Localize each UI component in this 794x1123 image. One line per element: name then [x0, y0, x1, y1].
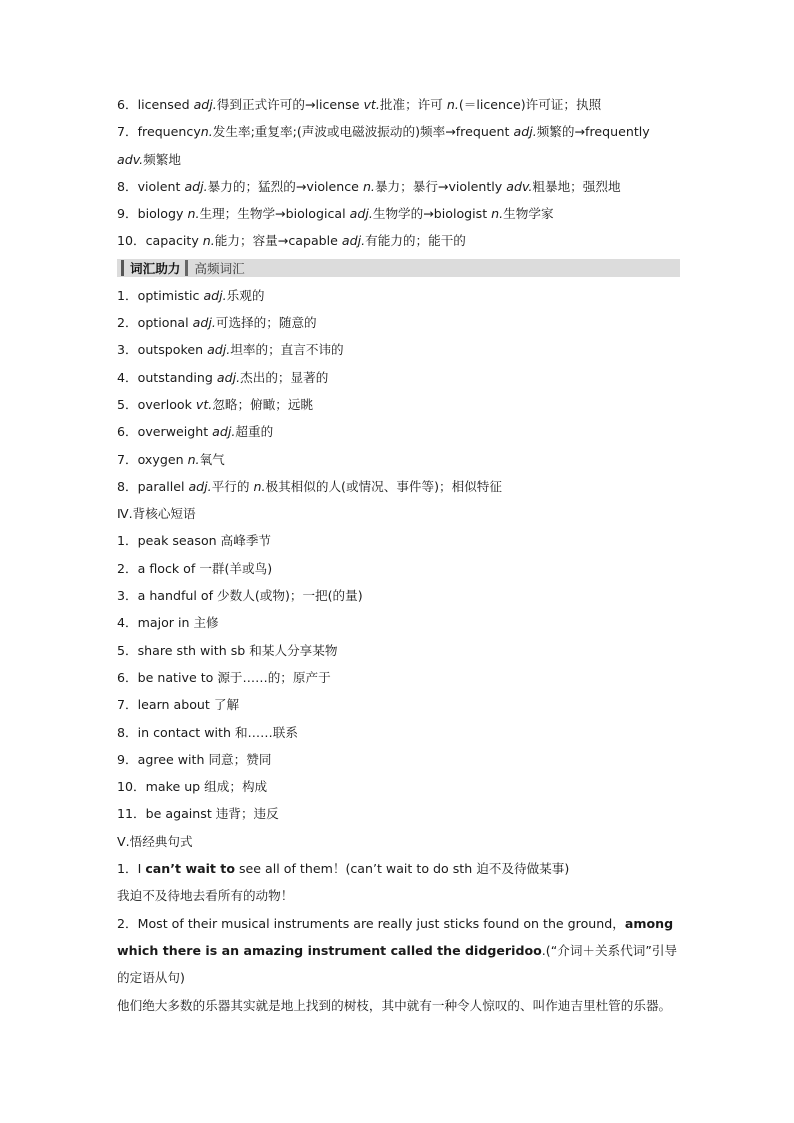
part-of-speech: n.	[187, 206, 200, 222]
vocab-item	[117, 473, 680, 500]
definition: 杰出的；显著的	[240, 369, 329, 385]
definition: 生物学家	[503, 206, 554, 222]
vocab-item	[117, 282, 680, 309]
phrase-item: 8．in contact with 和……联系	[117, 724, 298, 740]
phrase-item: 3．a handful of 少数人(或物)；一把(的量)	[117, 588, 363, 604]
item-number: 2．	[117, 915, 138, 931]
definition: 发生率;重复率;(声波或电磁波振动的)频率→frequent	[212, 124, 514, 140]
vocab-section-header	[117, 259, 680, 277]
sentence-1-translation: 我迫不及待地去看所有的动物！	[117, 888, 294, 904]
part-of-speech: adj.	[193, 97, 217, 112]
phrase-item: 4．major in 主修	[117, 615, 219, 631]
part-of-speech: adj.	[212, 424, 236, 440]
definition: 暴力；暴行→violently	[374, 178, 507, 194]
definition: 生理；生物学→biological	[199, 206, 350, 222]
item-number: 1．	[117, 861, 138, 877]
headword: violent	[137, 178, 185, 194]
part-of-speech: adj.	[207, 342, 231, 358]
phrase-item: 11．be against 违背；违反	[117, 806, 279, 822]
part-of-speech: n.	[202, 233, 215, 249]
part-of-speech: n.	[362, 178, 375, 194]
headword: capacity	[145, 233, 203, 249]
headword: overlook	[137, 396, 196, 412]
part-of-speech: vt.	[195, 396, 213, 412]
definition: 有能力的；能干的	[365, 233, 466, 249]
section-separator	[185, 260, 188, 276]
headword: licensed	[137, 97, 194, 112]
part-of-speech: n.	[187, 451, 200, 467]
definition: 极其相似的人(或情况、事件等)；相似特征	[265, 478, 502, 494]
part-of-speech: adj.	[188, 478, 212, 494]
part-of-speech: adj.	[513, 124, 537, 140]
phrase-item: 5．share sth with sb 和某人分享某物	[117, 642, 338, 658]
phrases-heading: Ⅳ.背核心短语	[117, 506, 196, 522]
headword: overweight	[137, 424, 213, 440]
vocab-item	[117, 309, 680, 336]
definition: 批准；许可	[379, 97, 447, 112]
vocab-item	[117, 391, 680, 418]
part-of-speech: n.	[491, 206, 504, 222]
definition: 超重的	[235, 424, 274, 440]
part-of-speech: vt.	[363, 97, 380, 112]
sentence-text: see all of them！(can’t wait to do sth 迫不及待做某事)	[234, 861, 570, 877]
definition: 氧气	[199, 451, 225, 467]
derived-item-8	[117, 173, 680, 200]
item-number: 7．	[117, 124, 138, 140]
key-structure: among which there is an amazing instrument called the didgeridoo	[117, 915, 674, 958]
definition: 暴力的；猛烈的→violence	[207, 178, 363, 194]
vocab-item	[117, 336, 680, 363]
definition: 频繁地	[143, 151, 181, 167]
sentence-text: Most of their musical instruments are really just sticks found on the ground，	[137, 915, 625, 931]
item-number: 6．	[117, 424, 138, 440]
part-of-speech: adj.	[349, 206, 373, 222]
headword: optimistic	[137, 287, 204, 303]
headword: parallel	[137, 478, 189, 494]
item-number: 1．	[117, 287, 138, 303]
section-subtitle: 高频词汇	[194, 261, 245, 277]
derived-item-10	[117, 227, 680, 254]
key-structure: can’t wait to	[145, 861, 235, 877]
vocab-item	[117, 364, 680, 391]
item-number: 5．	[117, 396, 138, 412]
phrase-item: 9．agree with 同意；赞同	[117, 751, 272, 767]
definition: 频繁的→frequently	[536, 124, 650, 140]
part-of-speech: adj.	[184, 178, 208, 194]
derived-item-6	[117, 91, 680, 118]
definition: 乐观的	[226, 287, 265, 303]
item-number: 2．	[117, 315, 138, 331]
definition: 平行的	[211, 478, 254, 494]
phrase-item: 6．be native to 源于……的；原产于	[117, 669, 331, 685]
item-number: 10．	[117, 233, 146, 249]
sentence-1	[117, 855, 680, 882]
definition: 可选择的；随意的	[215, 315, 317, 331]
definition: 得到正式许可的→license	[216, 97, 364, 112]
sentence-2	[117, 910, 680, 992]
sentence-text: .(“介词＋关系代词”引导的定语从句)	[117, 942, 678, 986]
phrase-item: 2．a flock of 一群(羊或鸟)	[117, 560, 273, 576]
definition: (＝licence)许可证；执照	[458, 97, 602, 112]
definition: 粗暴地；强烈地	[532, 178, 621, 194]
definition: 能力；容量→capable	[214, 233, 342, 249]
definition: 坦率的；直言不讳的	[230, 342, 344, 358]
headword: outstanding	[137, 369, 217, 385]
headword: oxygen	[137, 451, 188, 467]
phrase-item: 7．learn about 了解	[117, 697, 240, 713]
derived-item-7	[117, 118, 680, 145]
part-of-speech: adv.	[117, 151, 144, 167]
item-number: 3．	[117, 342, 138, 358]
item-number: 8．	[117, 178, 138, 194]
sentence-2-translation: 他们绝大多数的乐器其实就是地上找到的树枝，其中就有一种令人惊叹的、叫作迪吉里杜管的乐器。	[117, 997, 672, 1013]
part-of-speech: adj.	[341, 233, 366, 249]
definition: 生物学的→biologist	[372, 206, 492, 222]
part-of-speech: adj.	[203, 287, 227, 303]
definition: 忽略；俯瞰；远眺	[212, 396, 314, 412]
headword: outspoken	[137, 342, 208, 358]
item-number: 7．	[117, 451, 138, 467]
sentence-text: I	[137, 861, 146, 877]
part-of-speech: adj.	[192, 315, 216, 331]
section-marker	[121, 260, 124, 276]
item-number: 4．	[117, 369, 138, 385]
vocab-item	[117, 446, 680, 473]
phrase-item: 1．peak season 高峰季节	[117, 533, 272, 549]
part-of-speech: n.	[253, 478, 266, 494]
derived-item-7-continued	[117, 146, 680, 173]
headword: optional	[137, 315, 193, 331]
document-page	[117, 91, 680, 1019]
derived-item-9	[117, 200, 680, 227]
part-of-speech: n.	[446, 97, 459, 112]
item-number: 6．	[117, 97, 138, 112]
vocab-item	[117, 418, 680, 445]
part-of-speech: n.	[200, 124, 213, 140]
item-number: 8．	[117, 478, 138, 494]
headword: biology	[137, 206, 188, 222]
part-of-speech: adj.	[216, 369, 241, 385]
phrase-item: 10．make up 组成；构成	[117, 779, 268, 795]
section-title: 词汇助力	[130, 261, 181, 277]
headword: frequency	[137, 124, 201, 140]
item-number: 9．	[117, 206, 138, 222]
part-of-speech: adv.	[506, 178, 533, 194]
sentences-heading: Ⅴ.悟经典句式	[117, 833, 193, 849]
